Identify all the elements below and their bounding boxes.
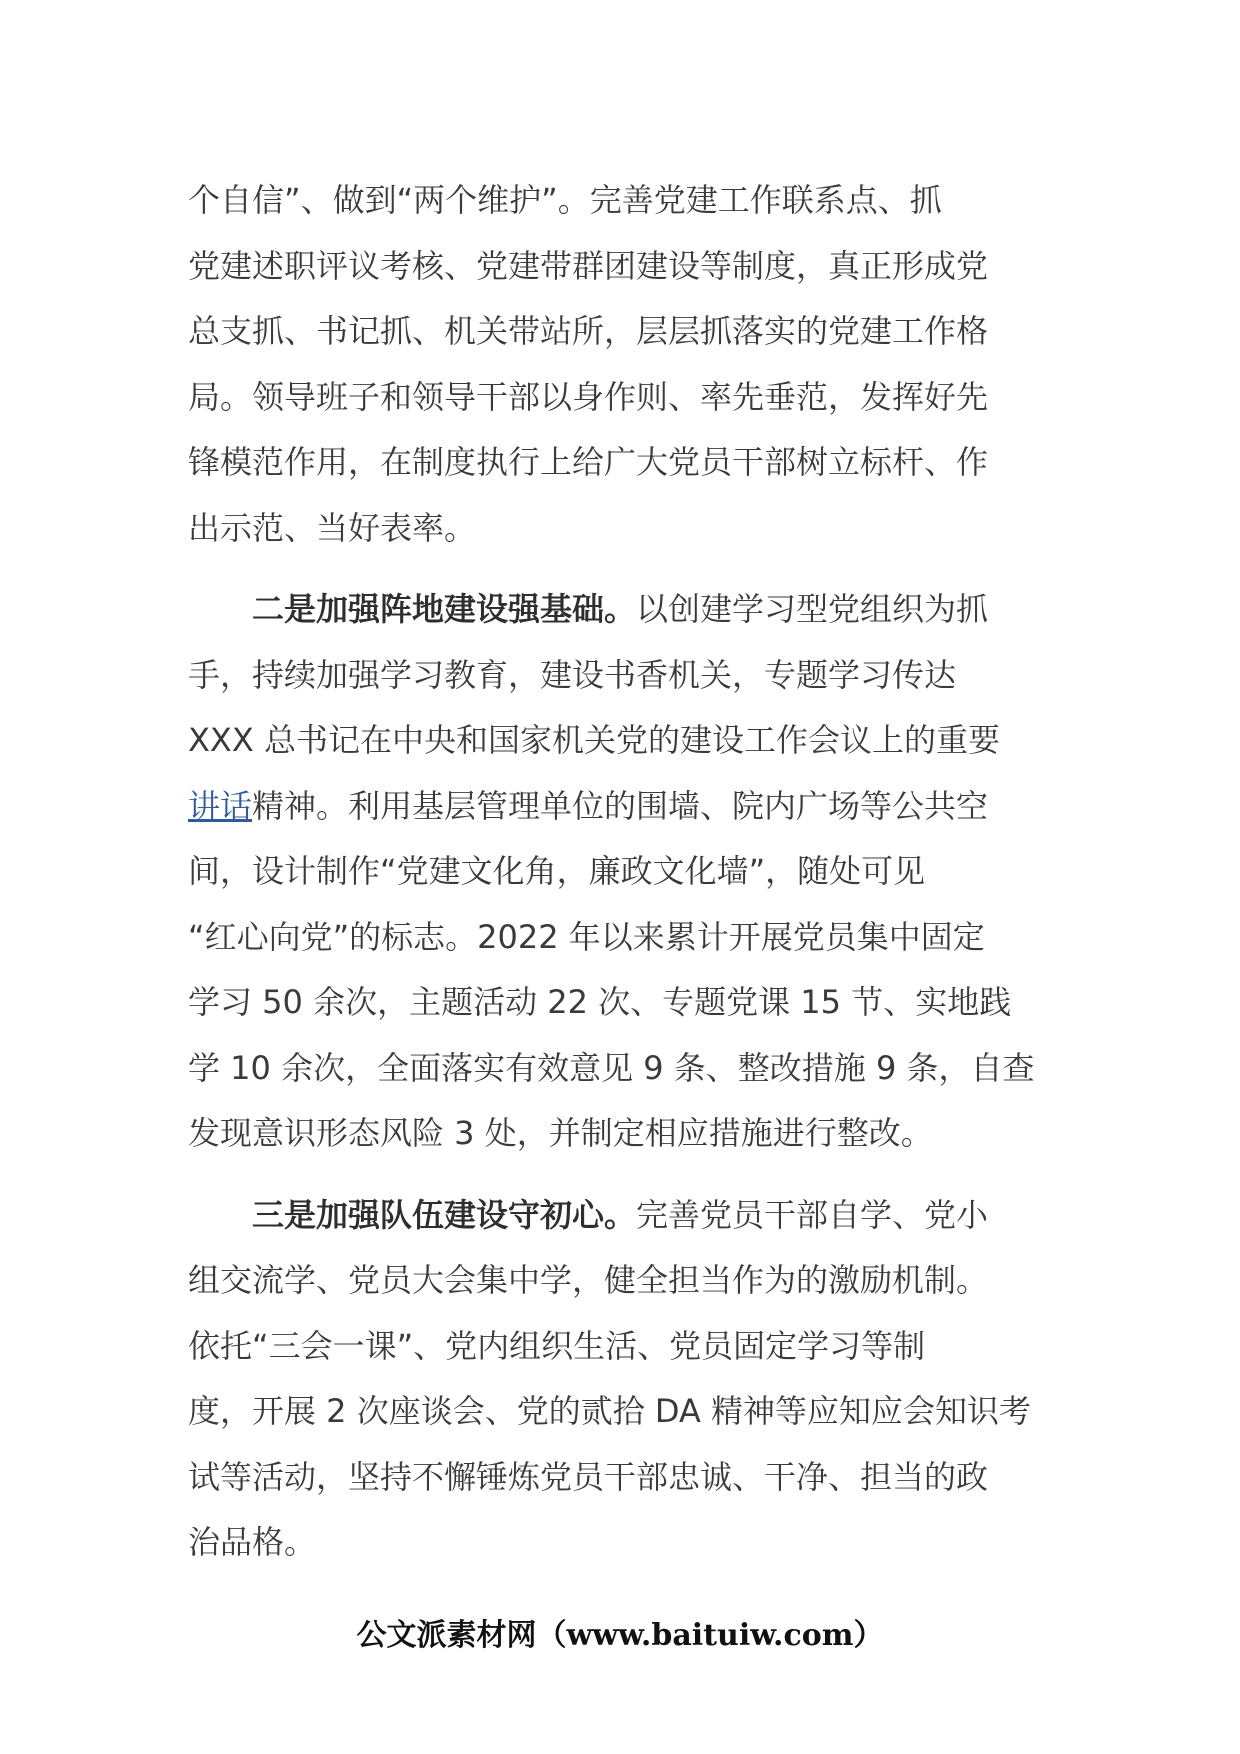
text-line: 出示范、当好表率。: [188, 508, 477, 547]
text-line: XXX 总书记在中央和国家机关党的建设工作会议上的重要: [188, 721, 1000, 759]
text-line: [188, 577, 1058, 643]
paragraph-1: [188, 168, 1058, 561]
text-line: 党建述职评议考核、党建带群团建设等制度，真正形成党: [188, 246, 989, 285]
text-run: 以创建学习型党组织为抓: [636, 590, 989, 628]
text-line: 治品格。: [188, 1523, 317, 1561]
speech-link[interactable]: 讲话: [188, 786, 253, 825]
text-line: 手，持续加强学习教育，建设书香机关，专题学习传达: [188, 655, 957, 694]
paragraph-spacer: [188, 1167, 1058, 1183]
text-line: [188, 1183, 1058, 1249]
text-line: 组交流学、党员大会集中学，健全担当作为的激励机制。: [188, 1261, 989, 1299]
text-line: 总支抓、书记抓、机关带站所，层层抓落实的党建工作格: [188, 312, 989, 350]
text-line: 度，开展 2 次座谈会、党的贰拾 DA 精神等应知应会知识考: [188, 1392, 1032, 1430]
text-line: 发现意识形态风险 3 处，并制定相应措施进行整改。: [188, 1114, 933, 1152]
paragraph-2: [188, 577, 1058, 1167]
text-line: 依托“三会一课”、党内组织生活、党员固定学习等制: [188, 1326, 926, 1365]
text-run: 完善党员干部自学、党小: [636, 1195, 989, 1234]
text-line: 学 10 余次，全面落实有效意见 9 条、整改措施 9 条，自查: [188, 1048, 1035, 1087]
text-line: 个自信”、做到“两个维护”。完善党建工作联系点、抓: [188, 181, 942, 219]
text-line: 锋模范作用，在制度执行上给广大党员干部树立标杆、作: [188, 443, 989, 481]
section-heading: 二是加强阵地建设强基础。: [252, 590, 637, 628]
paragraph-3: [188, 1183, 1058, 1576]
text-line: 学习 50 余次，主题活动 22 次、专题党课 15 节、实地践: [188, 983, 1012, 1021]
document-body: [188, 168, 1058, 1576]
site-footer: 公文派素材网（www.baituiw.com）: [356, 1618, 884, 1653]
text-line: [188, 774, 1058, 840]
text-line: 间，设计制作“党建文化角，廉政文化墙”，随处可见: [188, 852, 926, 890]
text-line: “红心向党”的标志。2022 年以来累计开展党员集中固定: [188, 917, 985, 956]
text-line: 局。领导班子和领导干部以身作则、率先垂范，发挥好先: [188, 377, 989, 416]
text-line: 试等活动，坚持不懈锤炼党员干部忠诚、干净、担当的政: [188, 1457, 989, 1496]
text-run: 精神。利用基层管理单位的围墙、院内广场等公共空: [252, 786, 989, 825]
paragraph-spacer: [188, 561, 1058, 577]
section-heading: 三是加强队伍建设守初心。: [252, 1195, 637, 1234]
